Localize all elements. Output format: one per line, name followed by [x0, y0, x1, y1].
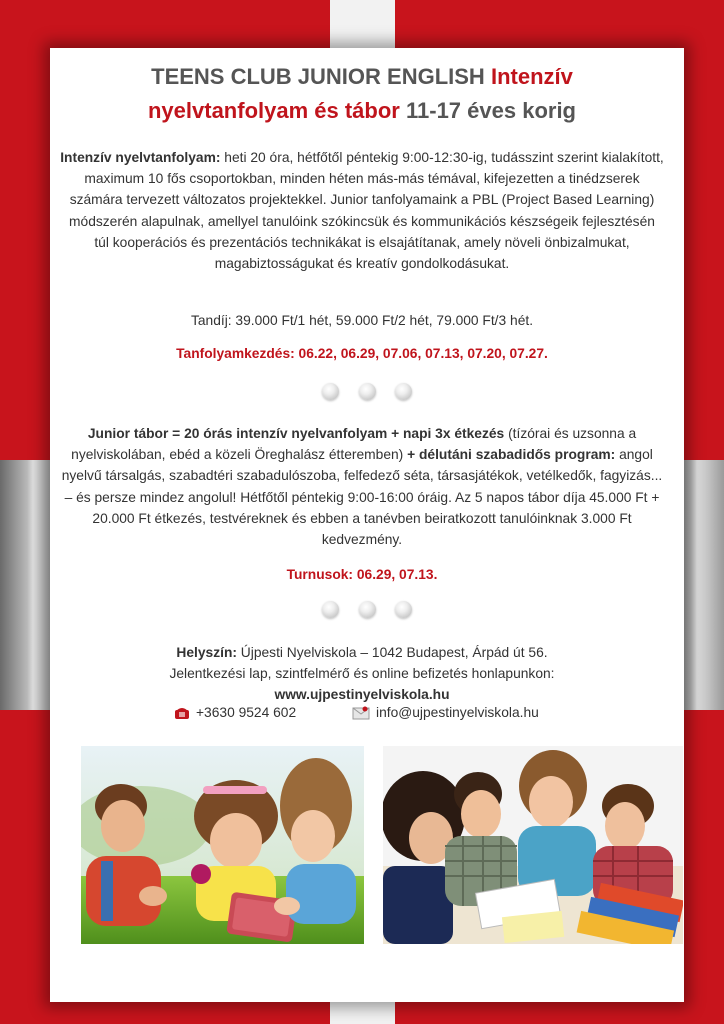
divider-dots-1 [322, 383, 412, 401]
camp-description [60, 423, 664, 550]
camp-label-2: + délutáni szabadidős program: [407, 447, 616, 463]
website-link[interactable]: www.ujpestinyelviskola.hu [274, 687, 450, 703]
course-fee: Tandíj: 39.000 Ft/1 hét, 59.000 Ft/2 hét, 79.000 Ft/3 hét. [190, 313, 534, 328]
dot-icon [322, 383, 339, 400]
location-label: Helyszín: [176, 645, 237, 660]
email-contact[interactable] [352, 705, 539, 720]
title-part-3: nyelvtanfolyam és tábor [147, 98, 400, 123]
dot-icon [395, 383, 412, 400]
dot-icon [359, 601, 376, 618]
camp-text-1: (tízórai és uzsonna a nyelviskolában, ebéd a közeli Öreghalász étteremben) [71, 426, 637, 463]
course-start-dates: Tanfolyamkezdés: 06.22, 06.29, 07.06, 07.13, 07.20, 07.27. [176, 346, 548, 361]
title-part-4: 11-17 éves korig [405, 98, 576, 123]
phone-contact[interactable] [174, 705, 296, 720]
title-part-2: Intenzív [490, 64, 573, 89]
divider-dots-2 [322, 601, 412, 619]
phone-number: +3630 9524 602 [196, 705, 297, 720]
location-block [60, 642, 664, 706]
dot-icon [322, 601, 339, 618]
envelope-icon [352, 706, 370, 720]
location-address: Újpesti Nyelviskola – 1042 Budapest, Árpád út 56. [236, 645, 548, 660]
photo-students-studying [383, 746, 683, 944]
camp-label: Junior tábor = 20 órás intenzív nyelvanfolyam + napi 3x étkezés [87, 426, 505, 441]
course-text: heti 20 óra, hétfőtől péntekig 9:00-12:30-ig, tudásszint szerint kialakított, maximum 10 fős csoportokban, minden héten más-más témával, kifejezetten a tinédzserek számára tervezett változatos projektekkel. Junior tanfolyamaink a PBL (Project Based Learning) módszerén alapulnak, amellyel tanulóink szókincsük és kommunikációs készségeik fejlesztésén túl kooperációs és prezentációs technikákat is elsajátítanak, amely növeli önbizalmukat, magabiztosságukat és kreatív gondolkodásukat. [69, 150, 664, 272]
title-part-1: TEENS CLUB JUNIOR ENGLISH [151, 64, 485, 89]
email-address: info@ujpestinyelviskola.hu [376, 705, 539, 720]
dot-icon [395, 601, 412, 618]
camp-sessions: Turnusok: 06.29, 07.13. [286, 567, 438, 582]
page-title [60, 60, 664, 128]
dot-icon [359, 383, 376, 400]
phone-icon [174, 706, 190, 720]
course-label: Intenzív nyelvtanfolyam: [60, 150, 221, 165]
course-description [60, 147, 664, 274]
signup-text: Jelentkezési lap, szintfelmérő és online befizetés honlapunkon: [169, 666, 555, 682]
photo-teens-with-tablet [81, 746, 364, 944]
camp-text-2: angol nyelvű társalgás, szabadtéri szabadulószoba, felfedező séta, társasjátékok, vetélkedők, fagyizás... – és persze mindez angolul! Hétfőtől péntekig 9:00-16:00 óráig. Az 5 napos tábor díja 45.000 Ft + 20.000 Ft étkezés, testvéreknek és ebben a tanévben beiratkozott tanulóinknak 3.000 Ft kedvezmény. [61, 447, 663, 548]
